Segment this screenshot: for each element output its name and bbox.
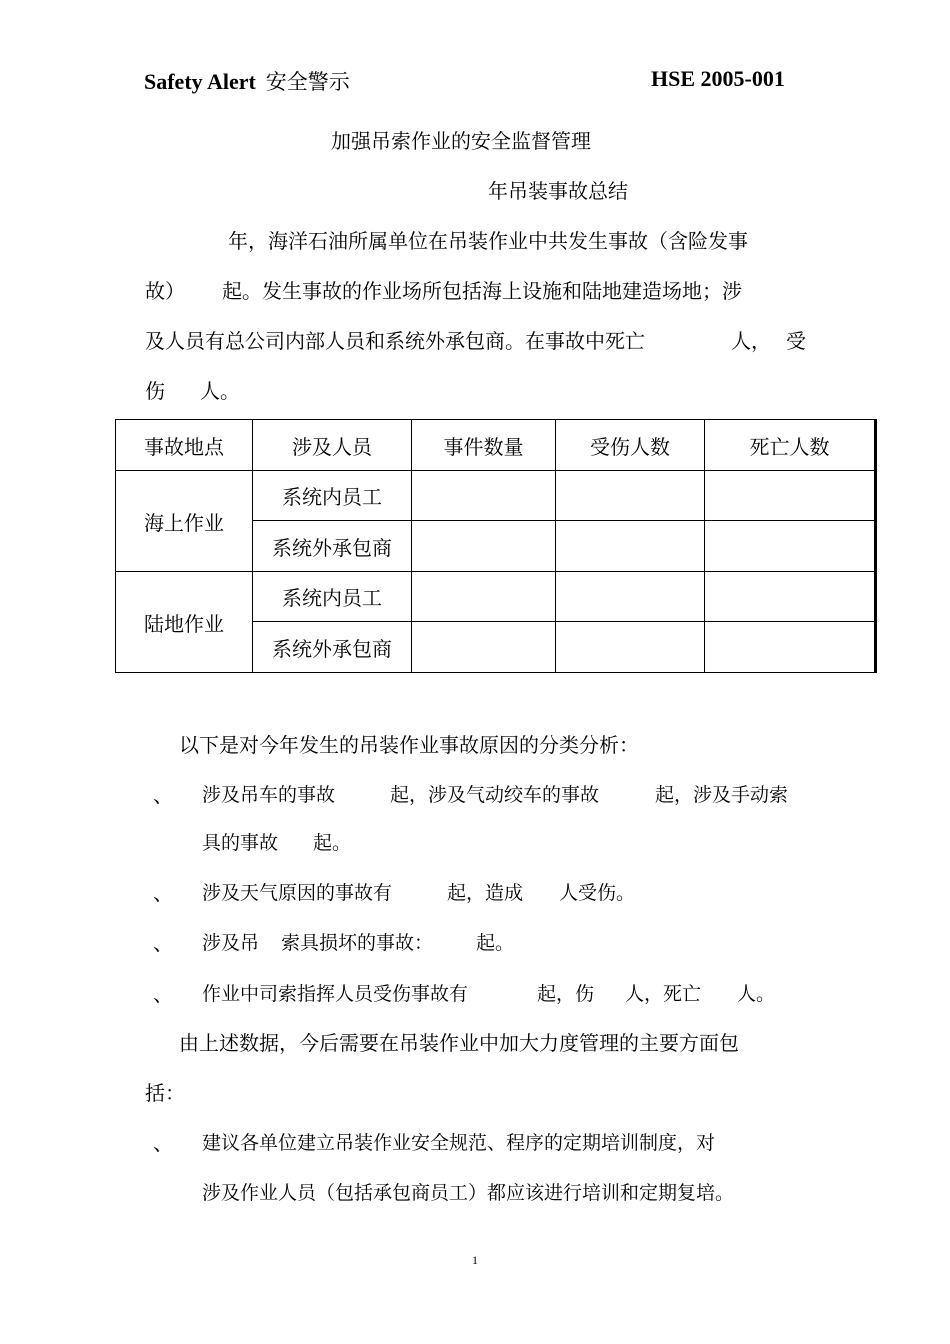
analysis-item-3c: 起。: [476, 932, 515, 954]
intro-line-2a: 故）: [145, 279, 185, 303]
conclusion-line-2: 括：: [145, 1081, 185, 1105]
analysis-item-1c: 起，涉及手动索: [655, 784, 789, 806]
analysis-intro: 以下是对今年发生的吊装作业事故原因的分类分析：: [179, 733, 639, 757]
location-cell: 陆地作业: [116, 572, 253, 673]
analysis-item-3a: 涉及吊: [202, 932, 260, 954]
analysis-item-4a: 作业中司索指挥人员受伤事故有: [202, 983, 469, 1005]
list-marker: 、: [153, 931, 173, 955]
conclusion-item-1-line-1: 建议各单位建立吊装作业安全规范、程序的定期培训制度，对: [202, 1132, 716, 1154]
events-cell: [412, 572, 556, 622]
events-cell: [412, 471, 556, 521]
intro-line-2b: 起。发生事故的作业场所包括海上设施和陆地建造场地；涉: [222, 279, 742, 303]
intro-line-3c: 受: [786, 329, 806, 353]
deaths-cell: [705, 521, 876, 572]
list-marker: 、: [153, 881, 173, 905]
deaths-cell: [705, 471, 876, 521]
analysis-item-4d: 人。: [737, 983, 776, 1005]
intro-line-4b: 人。: [200, 379, 240, 403]
deaths-cell: [705, 622, 876, 673]
intro-line-4a: 伤: [145, 379, 165, 403]
intro-line-3a: 及人员有总公司内部人员和系统外承包商。在事故中死亡: [145, 329, 645, 353]
analysis-item-2b: 起，造成: [447, 882, 524, 904]
page-subheading: 年吊装事故总结: [488, 179, 628, 203]
personnel-cell: 系统内员工: [253, 572, 412, 622]
personnel-cell: 系统外承包商: [253, 521, 412, 572]
accident-table: [115, 419, 877, 673]
table-header-cell: 死亡人数: [705, 420, 876, 471]
list-marker: 、: [153, 982, 173, 1006]
page-number: 1: [472, 1253, 478, 1267]
header-title-en: Safety Alert: [144, 69, 256, 94]
analysis-item-3b: 索具损坏的事故：: [281, 932, 434, 954]
table-header-cell: 事件数量: [412, 420, 556, 471]
page-heading: 加强吊索作业的安全监督管理: [331, 129, 591, 153]
location-cell: 海上作业: [116, 471, 253, 572]
header-title-cn: 安全警示: [265, 70, 350, 94]
analysis-item-1d: 具的事故: [202, 832, 279, 854]
injured-cell: [556, 572, 705, 622]
conclusion-line-1: 由上述数据，今后需要在吊装作业中加大力度管理的主要方面包: [179, 1031, 739, 1055]
events-cell: [412, 622, 556, 673]
injured-cell: [556, 471, 705, 521]
events-cell: [412, 521, 556, 572]
conclusion-item-1-line-2: 涉及作业人员（包括承包商员工）都应该进行培训和定期复培。: [202, 1182, 735, 1204]
document-id: HSE 2005-001: [651, 66, 785, 91]
analysis-item-2c: 人受伤。: [559, 882, 636, 904]
table-header-row: [116, 420, 876, 471]
intro-line-1: 年，海洋石油所属单位在吊装作业中共发生事故（含险发事: [228, 229, 748, 253]
injured-cell: [556, 521, 705, 572]
table-header-cell: 涉及人员: [253, 420, 412, 471]
analysis-item-1b: 起，涉及气动绞车的事故: [390, 784, 600, 806]
analysis-item-2a: 涉及天气原因的事故有: [202, 882, 393, 904]
injured-cell: [556, 622, 705, 673]
personnel-cell: 系统内员工: [253, 471, 412, 521]
table-header-cell: 事故地点: [116, 420, 253, 471]
analysis-item-1a: 涉及吊车的事故: [202, 784, 336, 806]
analysis-item-1e: 起。: [313, 832, 352, 854]
table-row: [116, 572, 876, 622]
table-row: [116, 471, 876, 521]
table-header-cell: 受伤人数: [556, 420, 705, 471]
analysis-item-4b: 起，伤: [537, 983, 595, 1005]
analysis-item-4c: 人，死亡: [625, 983, 702, 1005]
intro-line-3b: 人，: [731, 329, 771, 353]
list-marker: 、: [153, 783, 173, 807]
personnel-cell: 系统外承包商: [253, 622, 412, 673]
list-marker: 、: [153, 1131, 173, 1155]
deaths-cell: [705, 572, 876, 622]
header-title: [144, 66, 350, 96]
